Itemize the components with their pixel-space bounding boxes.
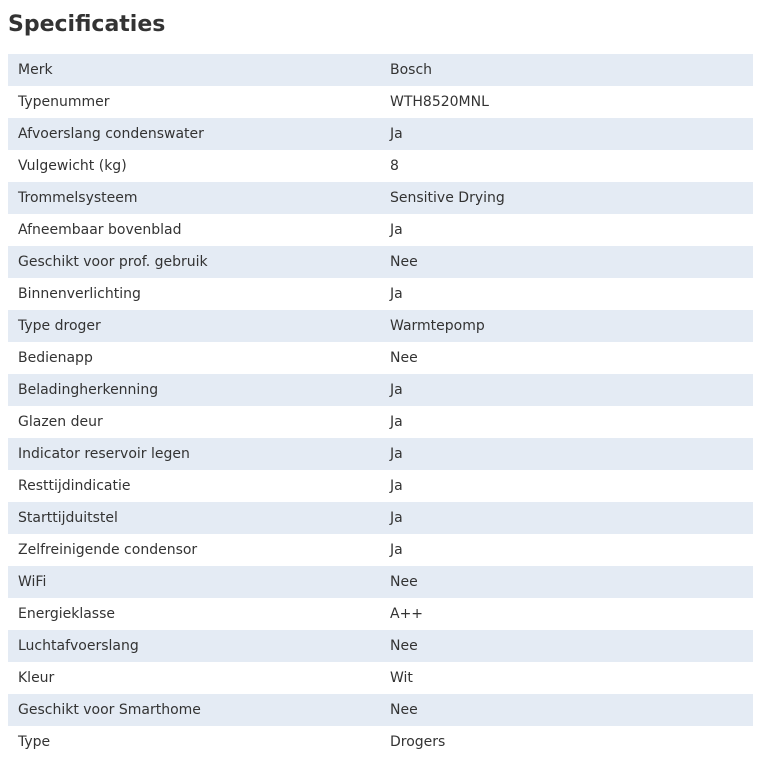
spec-row-type-droger: [8, 310, 753, 342]
spec-value: Wit: [390, 670, 413, 686]
spec-label: Type droger: [18, 318, 101, 334]
spec-row-afvoerslang-condenswater: [8, 118, 753, 150]
spec-row-afneembaar-bovenblad: [8, 214, 753, 246]
spec-row-merk: [8, 54, 753, 86]
spec-row-geschikt-prof-gebruik: [8, 246, 753, 278]
spec-label: Luchtafvoerslang: [18, 638, 139, 654]
spec-value: Ja: [390, 414, 403, 430]
spec-label: Kleur: [18, 670, 55, 686]
spec-label: Trommelsysteem: [18, 190, 138, 206]
spec-row-binnenverlichting: [8, 278, 753, 310]
spec-value: Ja: [390, 382, 403, 398]
spec-row-kleur: [8, 662, 753, 694]
spec-label: Energieklasse: [18, 606, 116, 622]
spec-label: Geschikt voor Smarthome: [18, 702, 201, 718]
spec-label: Indicator reservoir legen: [18, 446, 190, 462]
spec-value: Nee: [390, 254, 418, 270]
spec-label: Zelfreinigende condensor: [18, 542, 198, 558]
specifications-table: [8, 54, 753, 758]
spec-row-typenummer: [8, 86, 753, 118]
spec-label: Vulgewicht (kg): [18, 158, 127, 174]
spec-row-zelfreinigende-condensor: [8, 534, 753, 566]
spec-value: Ja: [390, 542, 403, 558]
spec-value: Ja: [390, 478, 403, 494]
spec-value: Ja: [390, 446, 403, 462]
spec-row-glazen-deur: [8, 406, 753, 438]
spec-label: Starttijduitstel: [18, 510, 118, 526]
spec-label: Merk: [18, 62, 53, 78]
spec-row-trommelsysteem: [8, 182, 753, 214]
spec-value: Nee: [390, 702, 418, 718]
spec-label: Typenummer: [18, 94, 110, 110]
spec-row-vulgewicht: [8, 150, 753, 182]
spec-label: Glazen deur: [18, 414, 103, 430]
spec-row-resttijdindicatie: [8, 470, 753, 502]
spec-label: Resttijdindicatie: [18, 478, 131, 494]
spec-row-type: [8, 726, 753, 758]
spec-value: Ja: [390, 222, 403, 238]
spec-row-starttijduitstel: [8, 502, 753, 534]
spec-value: Nee: [390, 638, 418, 654]
spec-value: Bosch: [390, 62, 433, 78]
spec-label: Type: [18, 734, 51, 750]
spec-row-indicator-reservoir-legen: [8, 438, 753, 470]
spec-value: Nee: [390, 350, 418, 366]
spec-value: Drogers: [390, 734, 446, 750]
spec-row-geschikt-smarthome: [8, 694, 753, 726]
spec-row-bedienapp: [8, 342, 753, 374]
spec-row-luchtafvoerslang: [8, 630, 753, 662]
spec-label: Afvoerslang condenswater: [18, 126, 204, 142]
spec-row-energieklasse: [8, 598, 753, 630]
spec-value: Ja: [390, 126, 403, 142]
spec-value: Warmtepomp: [390, 318, 485, 334]
spec-label: Bedienapp: [18, 350, 93, 366]
spec-value: Nee: [390, 574, 418, 590]
spec-value: A++: [390, 606, 424, 622]
spec-label: Binnenverlichting: [18, 286, 141, 302]
spec-value: Ja: [390, 510, 403, 526]
spec-label: WiFi: [18, 574, 47, 590]
spec-label: Geschikt voor prof. gebruik: [18, 254, 208, 270]
spec-label: Afneembaar bovenblad: [18, 222, 182, 238]
spec-value: WTH8520MNL: [390, 94, 489, 110]
spec-value: 8: [390, 158, 399, 174]
spec-value: Sensitive Drying: [390, 190, 505, 206]
spec-row-beladingherkenning: [8, 374, 753, 406]
spec-value: Ja: [390, 286, 403, 302]
spec-label: Beladingherkenning: [18, 382, 159, 398]
spec-row-wifi: [8, 566, 753, 598]
section-title: Specificaties: [8, 12, 166, 37]
